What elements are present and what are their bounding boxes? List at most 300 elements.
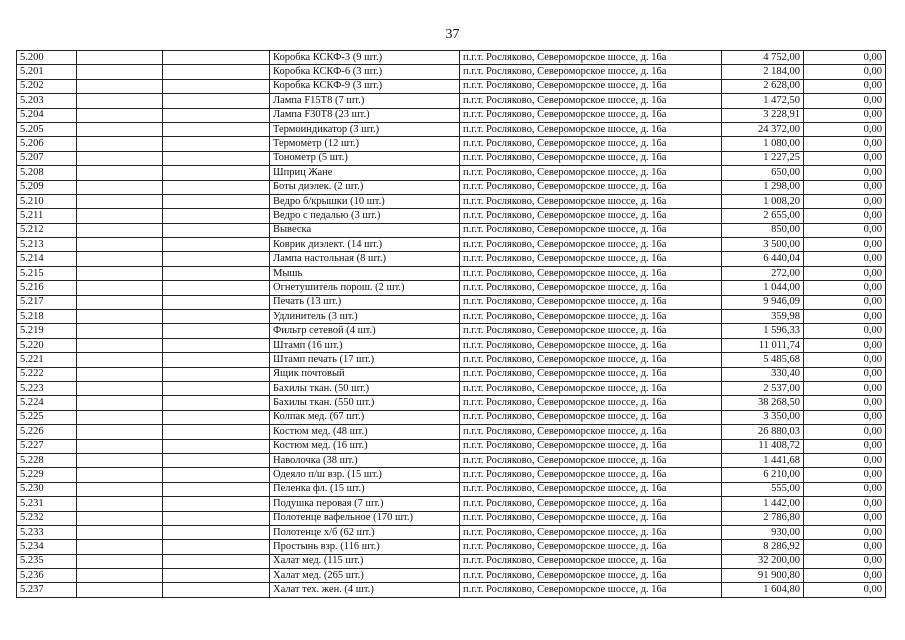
address-cell: п.г.т. Росляково, Североморское шоссе, д. 16а (460, 266, 722, 280)
empty-cell (163, 238, 270, 252)
address-cell: п.г.т. Росляково, Североморское шоссе, д. 16а (460, 583, 722, 597)
empty-cell (163, 583, 270, 597)
row-number-cell: 5.234 (17, 540, 77, 554)
address-cell: п.г.т. Росляково, Североморское шоссе, д. 16а (460, 482, 722, 496)
address-cell: п.г.т. Росляково, Североморское шоссе, д. 16а (460, 79, 722, 93)
table-row (17, 151, 886, 165)
empty-cell (163, 367, 270, 381)
address-cell: п.г.т. Росляково, Североморское шоссе, д. 16а (460, 252, 722, 266)
item-name-cell: Костюм мед. (48 шт.) (270, 425, 460, 439)
page-number: 37 (445, 27, 460, 42)
empty-cell (77, 194, 163, 208)
address-cell: п.г.т. Росляково, Североморское шоссе, д. 16а (460, 51, 722, 65)
empty-cell (77, 223, 163, 237)
empty-cell (77, 439, 163, 453)
empty-cell (77, 583, 163, 597)
table-row (17, 94, 886, 108)
cost-cell: 1 442,00 (722, 497, 804, 511)
row-number-cell: 5.201 (17, 65, 77, 79)
table-row (17, 295, 886, 309)
row-number-cell: 5.214 (17, 252, 77, 266)
item-name-cell: Полотенце вафельное (170 шт.) (270, 511, 460, 525)
empty-cell (77, 79, 163, 93)
address-cell: п.г.т. Росляково, Североморское шоссе, д. 16а (460, 554, 722, 568)
empty-cell (77, 295, 163, 309)
item-name-cell: Лампа F15T8 (7 шт.) (270, 94, 460, 108)
cost-cell: 3 500,00 (722, 238, 804, 252)
empty-cell (77, 497, 163, 511)
residual-value-cell: 0,00 (804, 583, 886, 597)
item-name-cell: Термоиндикатор (3 шт.) (270, 122, 460, 136)
table-row (17, 511, 886, 525)
address-cell: п.г.т. Росляково, Североморское шоссе, д. 16а (460, 540, 722, 554)
item-name-cell: Пеленка фл. (15 шт.) (270, 482, 460, 496)
table-row (17, 554, 886, 568)
empty-cell (77, 453, 163, 467)
row-number-cell: 5.237 (17, 583, 77, 597)
item-name-cell: Штамп (16 шт.) (270, 338, 460, 352)
item-name-cell: Простынь взр. (116 шт.) (270, 540, 460, 554)
row-number-cell: 5.233 (17, 525, 77, 539)
item-name-cell: Бахилы ткан. (550 шт.) (270, 396, 460, 410)
address-cell: п.г.т. Росляково, Североморское шоссе, д. 16а (460, 108, 722, 122)
table-row (17, 65, 886, 79)
empty-cell (163, 295, 270, 309)
empty-cell (77, 396, 163, 410)
address-cell: п.г.т. Росляково, Североморское шоссе, д. 16а (460, 281, 722, 295)
cost-cell: 26 880,03 (722, 425, 804, 439)
table-row (17, 525, 886, 539)
table-row (17, 396, 886, 410)
empty-cell (163, 324, 270, 338)
table-row (17, 367, 886, 381)
residual-value-cell: 0,00 (804, 295, 886, 309)
table-row (17, 137, 886, 151)
residual-value-cell: 0,00 (804, 468, 886, 482)
row-number-cell: 5.206 (17, 137, 77, 151)
empty-cell (77, 310, 163, 324)
empty-cell (77, 151, 163, 165)
item-name-cell: Удлинитель (3 шт.) (270, 310, 460, 324)
empty-cell (77, 51, 163, 65)
item-name-cell: Костюм мед. (16 шт.) (270, 439, 460, 453)
empty-cell (77, 166, 163, 180)
empty-cell (77, 65, 163, 79)
residual-value-cell: 0,00 (804, 511, 886, 525)
residual-value-cell: 0,00 (804, 554, 886, 568)
table-row (17, 266, 886, 280)
cost-cell: 2 184,00 (722, 65, 804, 79)
table-row (17, 381, 886, 395)
empty-cell (163, 310, 270, 324)
residual-value-cell: 0,00 (804, 425, 886, 439)
item-name-cell: Халат мед. (265 шт.) (270, 569, 460, 583)
residual-value-cell: 0,00 (804, 194, 886, 208)
empty-cell (163, 497, 270, 511)
residual-value-cell: 0,00 (804, 252, 886, 266)
cost-cell: 8 286,92 (722, 540, 804, 554)
row-number-cell: 5.219 (17, 324, 77, 338)
empty-cell (163, 194, 270, 208)
empty-cell (77, 468, 163, 482)
table-row (17, 540, 886, 554)
empty-cell (77, 540, 163, 554)
empty-cell (77, 554, 163, 568)
residual-value-cell: 0,00 (804, 353, 886, 367)
address-cell: п.г.т. Росляково, Североморское шоссе, д. 16а (460, 338, 722, 352)
cost-cell: 4 752,00 (722, 51, 804, 65)
row-number-cell: 5.200 (17, 51, 77, 65)
row-number-cell: 5.217 (17, 295, 77, 309)
table-row (17, 122, 886, 136)
table-row (17, 281, 886, 295)
empty-cell (163, 122, 270, 136)
cost-cell: 2 786,80 (722, 511, 804, 525)
residual-value-cell: 0,00 (804, 166, 886, 180)
inventory-table-body (17, 51, 886, 598)
address-cell: п.г.т. Росляково, Североморское шоссе, д. 16а (460, 511, 722, 525)
cost-cell: 555,00 (722, 482, 804, 496)
cost-cell: 359,98 (722, 310, 804, 324)
row-number-cell: 5.224 (17, 396, 77, 410)
empty-cell (163, 281, 270, 295)
item-name-cell: Лампа F30T8 (23 шт.) (270, 108, 460, 122)
empty-cell (77, 569, 163, 583)
residual-value-cell: 0,00 (804, 381, 886, 395)
address-cell: п.г.т. Росляково, Североморское шоссе, д. 16а (460, 353, 722, 367)
row-number-cell: 5.227 (17, 439, 77, 453)
empty-cell (163, 396, 270, 410)
residual-value-cell: 0,00 (804, 324, 886, 338)
empty-cell (163, 137, 270, 151)
empty-cell (163, 453, 270, 467)
empty-cell (77, 180, 163, 194)
table-row (17, 238, 886, 252)
residual-value-cell: 0,00 (804, 94, 886, 108)
item-name-cell: Одеяло п/ш взр. (15 шт.) (270, 468, 460, 482)
cost-cell: 1 298,00 (722, 180, 804, 194)
empty-cell (163, 425, 270, 439)
empty-cell (77, 338, 163, 352)
cost-cell: 330,40 (722, 367, 804, 381)
empty-cell (163, 108, 270, 122)
empty-cell (77, 511, 163, 525)
cost-cell: 1 044,00 (722, 281, 804, 295)
row-number-cell: 5.235 (17, 554, 77, 568)
address-cell: п.г.т. Росляково, Североморское шоссе, д. 16а (460, 223, 722, 237)
empty-cell (77, 281, 163, 295)
residual-value-cell: 0,00 (804, 497, 886, 511)
cost-cell: 1 604,80 (722, 583, 804, 597)
item-name-cell: Колпак мед. (67 шт.) (270, 410, 460, 424)
cost-cell: 1 441,68 (722, 453, 804, 467)
residual-value-cell: 0,00 (804, 310, 886, 324)
row-number-cell: 5.218 (17, 310, 77, 324)
empty-cell (77, 266, 163, 280)
item-name-cell: Штамп печать (17 шт.) (270, 353, 460, 367)
table-row (17, 497, 886, 511)
item-name-cell: Ведро б/крышки (10 шт.) (270, 194, 460, 208)
cost-cell: 2 628,00 (722, 79, 804, 93)
cost-cell: 2 655,00 (722, 209, 804, 223)
address-cell: п.г.т. Росляково, Североморское шоссе, д. 16а (460, 525, 722, 539)
empty-cell (77, 353, 163, 367)
item-name-cell: Коробка КСКФ-9 (3 шт.) (270, 79, 460, 93)
residual-value-cell: 0,00 (804, 151, 886, 165)
empty-cell (77, 482, 163, 496)
empty-cell (163, 525, 270, 539)
item-name-cell: Ящик почтовый (270, 367, 460, 381)
item-name-cell: Мышь (270, 266, 460, 280)
item-name-cell: Наволочка (38 шт.) (270, 453, 460, 467)
address-cell: п.г.т. Росляково, Североморское шоссе, д. 16а (460, 194, 722, 208)
table-row (17, 209, 886, 223)
empty-cell (163, 209, 270, 223)
empty-cell (163, 65, 270, 79)
row-number-cell: 5.203 (17, 94, 77, 108)
table-row (17, 583, 886, 597)
empty-cell (77, 108, 163, 122)
item-name-cell: Коробка КСКФ-3 (9 шт.) (270, 51, 460, 65)
address-cell: п.г.т. Росляково, Североморское шоссе, д. 16а (460, 65, 722, 79)
table-row (17, 223, 886, 237)
address-cell: п.г.т. Росляково, Североморское шоссе, д. 16а (460, 468, 722, 482)
item-name-cell: Полотенце х/б (62 шт.) (270, 525, 460, 539)
cost-cell: 11 011,74 (722, 338, 804, 352)
address-cell: п.г.т. Росляково, Североморское шоссе, д. 16а (460, 367, 722, 381)
item-name-cell: Лампа настольная (8 шт.) (270, 252, 460, 266)
row-number-cell: 5.236 (17, 569, 77, 583)
residual-value-cell: 0,00 (804, 223, 886, 237)
item-name-cell: Халат тех. жен. (4 шт.) (270, 583, 460, 597)
residual-value-cell: 0,00 (804, 51, 886, 65)
cost-cell: 650,00 (722, 166, 804, 180)
residual-value-cell: 0,00 (804, 367, 886, 381)
table-row (17, 410, 886, 424)
empty-cell (163, 266, 270, 280)
item-name-cell: Подушка перовая (7 шт.) (270, 497, 460, 511)
address-cell: п.г.т. Росляково, Североморское шоссе, д. 16а (460, 439, 722, 453)
table-row (17, 252, 886, 266)
residual-value-cell: 0,00 (804, 525, 886, 539)
row-number-cell: 5.232 (17, 511, 77, 525)
cost-cell: 11 408,72 (722, 439, 804, 453)
empty-cell (163, 410, 270, 424)
address-cell: п.г.т. Росляково, Североморское шоссе, д. 16а (460, 410, 722, 424)
cost-cell: 3 228,91 (722, 108, 804, 122)
empty-cell (163, 252, 270, 266)
item-name-cell: Печать (13 шт.) (270, 295, 460, 309)
address-cell: п.г.т. Росляково, Североморское шоссе, д. 16а (460, 425, 722, 439)
inventory-table (16, 50, 886, 598)
table-row (17, 79, 886, 93)
residual-value-cell: 0,00 (804, 338, 886, 352)
empty-cell (163, 554, 270, 568)
residual-value-cell: 0,00 (804, 569, 886, 583)
empty-cell (163, 439, 270, 453)
row-number-cell: 5.221 (17, 353, 77, 367)
cost-cell: 38 268,50 (722, 396, 804, 410)
residual-value-cell: 0,00 (804, 65, 886, 79)
empty-cell (163, 381, 270, 395)
address-cell: п.г.т. Росляково, Североморское шоссе, д. 16а (460, 238, 722, 252)
residual-value-cell: 0,00 (804, 266, 886, 280)
row-number-cell: 5.228 (17, 453, 77, 467)
item-name-cell: Термометр (12 шт.) (270, 137, 460, 151)
cost-cell: 850,00 (722, 223, 804, 237)
row-number-cell: 5.202 (17, 79, 77, 93)
cost-cell: 3 350,00 (722, 410, 804, 424)
address-cell: п.г.т. Росляково, Североморское шоссе, д. 16а (460, 180, 722, 194)
table-row (17, 180, 886, 194)
empty-cell (163, 338, 270, 352)
address-cell: п.г.т. Росляково, Североморское шоссе, д. 16а (460, 497, 722, 511)
table-row (17, 324, 886, 338)
address-cell: п.г.т. Росляково, Североморское шоссе, д. 16а (460, 94, 722, 108)
cost-cell: 1 596,33 (722, 324, 804, 338)
address-cell: п.г.т. Росляково, Североморское шоссе, д. 16а (460, 569, 722, 583)
row-number-cell: 5.207 (17, 151, 77, 165)
row-number-cell: 5.208 (17, 166, 77, 180)
cost-cell: 272,00 (722, 266, 804, 280)
table-row (17, 310, 886, 324)
address-cell: п.г.т. Росляково, Североморское шоссе, д. 16а (460, 396, 722, 410)
item-name-cell: Боты диэлек. (2 шт.) (270, 180, 460, 194)
cost-cell: 1 008,20 (722, 194, 804, 208)
table-row (17, 439, 886, 453)
empty-cell (163, 468, 270, 482)
empty-cell (77, 410, 163, 424)
item-name-cell: Шприц Жане (270, 166, 460, 180)
address-cell: п.г.т. Росляково, Североморское шоссе, д. 16а (460, 453, 722, 467)
empty-cell (163, 166, 270, 180)
table-row (17, 108, 886, 122)
item-name-cell: Бахилы ткан. (50 шт.) (270, 381, 460, 395)
cost-cell: 5 485,68 (722, 353, 804, 367)
item-name-cell: Коробка КСКФ-6 (3 шт.) (270, 65, 460, 79)
cost-cell: 930,00 (722, 525, 804, 539)
empty-cell (77, 238, 163, 252)
empty-cell (163, 94, 270, 108)
empty-cell (77, 94, 163, 108)
cost-cell: 9 946,09 (722, 295, 804, 309)
address-cell: п.г.т. Росляково, Североморское шоссе, д. 16а (460, 295, 722, 309)
residual-value-cell: 0,00 (804, 209, 886, 223)
cost-cell: 6 210,00 (722, 468, 804, 482)
residual-value-cell: 0,00 (804, 137, 886, 151)
address-cell: п.г.т. Росляково, Североморское шоссе, д. 16а (460, 122, 722, 136)
cost-cell: 91 900,80 (722, 569, 804, 583)
cost-cell: 1 080,00 (722, 137, 804, 151)
address-cell: п.г.т. Росляково, Североморское шоссе, д. 16а (460, 310, 722, 324)
cost-cell: 6 440,04 (722, 252, 804, 266)
item-name-cell: Огнетушитель порош. (2 шт.) (270, 281, 460, 295)
row-number-cell: 5.213 (17, 238, 77, 252)
address-cell: п.г.т. Росляково, Североморское шоссе, д. 16а (460, 151, 722, 165)
address-cell: п.г.т. Росляково, Североморское шоссе, д. 16а (460, 381, 722, 395)
empty-cell (163, 540, 270, 554)
empty-cell (77, 209, 163, 223)
row-number-cell: 5.210 (17, 194, 77, 208)
residual-value-cell: 0,00 (804, 122, 886, 136)
table-row (17, 425, 886, 439)
table-row (17, 468, 886, 482)
address-cell: п.г.т. Росляково, Североморское шоссе, д. 16а (460, 324, 722, 338)
row-number-cell: 5.220 (17, 338, 77, 352)
table-row (17, 194, 886, 208)
address-cell: п.г.т. Росляково, Североморское шоссе, д. 16а (460, 166, 722, 180)
row-number-cell: 5.215 (17, 266, 77, 280)
residual-value-cell: 0,00 (804, 410, 886, 424)
empty-cell (163, 511, 270, 525)
address-cell: п.г.т. Росляково, Североморское шоссе, д. 16а (460, 209, 722, 223)
residual-value-cell: 0,00 (804, 281, 886, 295)
table-row (17, 166, 886, 180)
empty-cell (163, 223, 270, 237)
row-number-cell: 5.222 (17, 367, 77, 381)
empty-cell (163, 51, 270, 65)
empty-cell (163, 353, 270, 367)
empty-cell (163, 482, 270, 496)
row-number-cell: 5.225 (17, 410, 77, 424)
row-number-cell: 5.212 (17, 223, 77, 237)
cost-cell: 1 472,50 (722, 94, 804, 108)
empty-cell (77, 425, 163, 439)
cost-cell: 24 372,00 (722, 122, 804, 136)
row-number-cell: 5.205 (17, 122, 77, 136)
table-row (17, 338, 886, 352)
empty-cell (163, 569, 270, 583)
residual-value-cell: 0,00 (804, 439, 886, 453)
row-number-cell: 5.229 (17, 468, 77, 482)
empty-cell (163, 180, 270, 194)
row-number-cell: 5.226 (17, 425, 77, 439)
empty-cell (77, 367, 163, 381)
empty-cell (163, 151, 270, 165)
cost-cell: 32 200,00 (722, 554, 804, 568)
empty-cell (163, 79, 270, 93)
row-number-cell: 5.211 (17, 209, 77, 223)
empty-cell (77, 324, 163, 338)
row-number-cell: 5.230 (17, 482, 77, 496)
table-row (17, 482, 886, 496)
table-row (17, 453, 886, 467)
residual-value-cell: 0,00 (804, 453, 886, 467)
residual-value-cell: 0,00 (804, 238, 886, 252)
row-number-cell: 5.231 (17, 497, 77, 511)
empty-cell (77, 137, 163, 151)
empty-cell (77, 381, 163, 395)
cost-cell: 1 227,25 (722, 151, 804, 165)
row-number-cell: 5.223 (17, 381, 77, 395)
cost-cell: 2 537,00 (722, 381, 804, 395)
empty-cell (77, 525, 163, 539)
item-name-cell: Коврик диэлект. (14 шт.) (270, 238, 460, 252)
row-number-cell: 5.216 (17, 281, 77, 295)
item-name-cell: Ведро с педалью (3 шт.) (270, 209, 460, 223)
address-cell: п.г.т. Росляково, Североморское шоссе, д. 16а (460, 137, 722, 151)
table-row (17, 569, 886, 583)
row-number-cell: 5.209 (17, 180, 77, 194)
item-name-cell: Вывеска (270, 223, 460, 237)
residual-value-cell: 0,00 (804, 540, 886, 554)
item-name-cell: Тонометр (5 шт.) (270, 151, 460, 165)
residual-value-cell: 0,00 (804, 396, 886, 410)
empty-cell (77, 252, 163, 266)
residual-value-cell: 0,00 (804, 482, 886, 496)
table-row (17, 51, 886, 65)
residual-value-cell: 0,00 (804, 108, 886, 122)
